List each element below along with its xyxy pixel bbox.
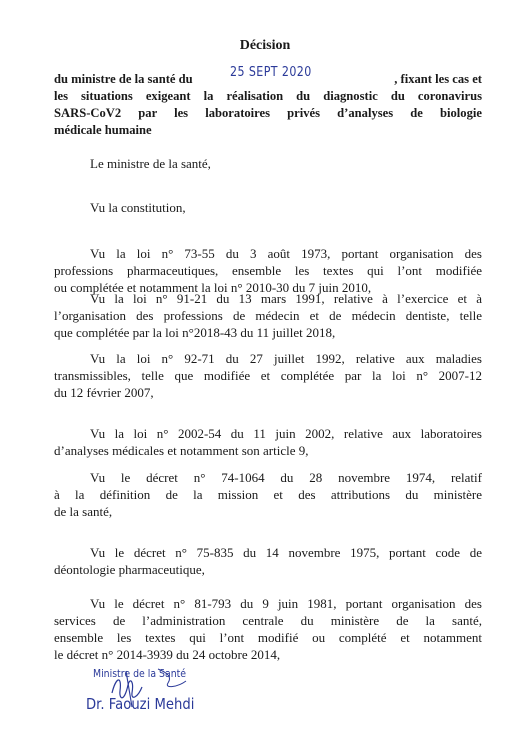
header-line-1 [54,65,482,88]
signature-ministry-label: Ministre de la Santé [93,667,187,680]
document-title: Décision [239,38,291,53]
paragraph-law-73-55 [54,245,482,296]
paragraph-line: à la définition de la mission et des attributions du ministère [54,487,482,502]
header-line-4: médicale humaine [54,123,152,137]
paragraph-line: Vu la constitution, [90,200,186,215]
paragraph-line: Le ministre de la santé, [90,156,211,171]
paragraph-line: Vu le décret n° 74-1064 du 28 novembre 1974, relatif [90,470,482,485]
header-line-1-start: du ministre de la santé du [54,72,193,86]
header-line-3: SARS-CoV2 par les laboratoires privés d’analyses de biologie [54,106,482,120]
decision-header [54,65,482,139]
paragraph-line: Vu la loi n° 91-21 du 13 mars 1991, relative à l’exercice et à [90,291,482,306]
paragraph-line: du 12 février 2007, [54,385,154,400]
paragraph-law-91-21 [54,290,482,341]
header-line-1-end: , fixant les cas et [394,72,482,86]
paragraph-decree-75-835 [54,544,482,578]
paragraph-line: déontologie pharmaceutique, [54,562,205,577]
paragraph-line: d’analyses médicales et notamment son article 9, [54,443,309,458]
paragraph-decree-74-1064 [54,469,482,520]
paragraph-line: Vu la loi n° 92-71 du 27 juillet 1992, relative aux maladies [90,351,482,366]
paragraph-line: que complétée par la loi n°2018-43 du 11 juillet 2018, [54,325,336,340]
paragraph-line: ensemble les textes qui l’ont modifié ou complété et notamment [54,630,482,645]
paragraph-line: services de l’administration centrale du ministère de la santé, [54,613,482,628]
paragraph-line: professions pharmaceutiques, ensemble les textes qui l’ont modifiée [54,263,482,278]
paragraph-line: Vu la loi n° 2002-54 du 11 juin 2002, relative aux laboratoires [90,426,482,441]
paragraph-line: de la santé, [54,504,113,519]
date-stamp: 25 SEPT 2020 [230,65,312,80]
paragraph-line: Vu la loi n° 73-55 du 3 août 1973, portant organisation des [90,246,482,261]
paragraph-line: Vu le décret n° 81-793 du 9 juin 1981, portant organisation des [90,596,482,611]
paragraph-decree-81-793 [54,595,482,663]
paragraph-minister [54,155,482,172]
paragraph-line: transmissibles, telle que modifiée et complétée par la loi n° 2007-12 [54,368,482,383]
header-line-2: les situations exigeant la réalisation du diagnostic du coronavirus [54,89,482,103]
paragraph-law-92-71 [54,350,482,401]
signature-stamp [86,663,216,723]
signature-name: Dr. Faouzi Mehdi [86,695,195,713]
paragraph-line: Vu le décret n° 75-835 du 14 novembre 1975, portant code de [90,545,482,560]
paragraph-line: l’organisation des professions de médecin et de médecin dentiste, telle [54,308,482,323]
paragraph-line: le décret n° 2014-3939 du 24 octobre 2014, [54,647,281,662]
paragraph-constitution [54,199,482,216]
paragraph-law-2002-54 [54,425,482,459]
paragraph-line: ou complétée et notamment la loi n° 2010-30 du 7 juin 2010, [54,280,372,295]
